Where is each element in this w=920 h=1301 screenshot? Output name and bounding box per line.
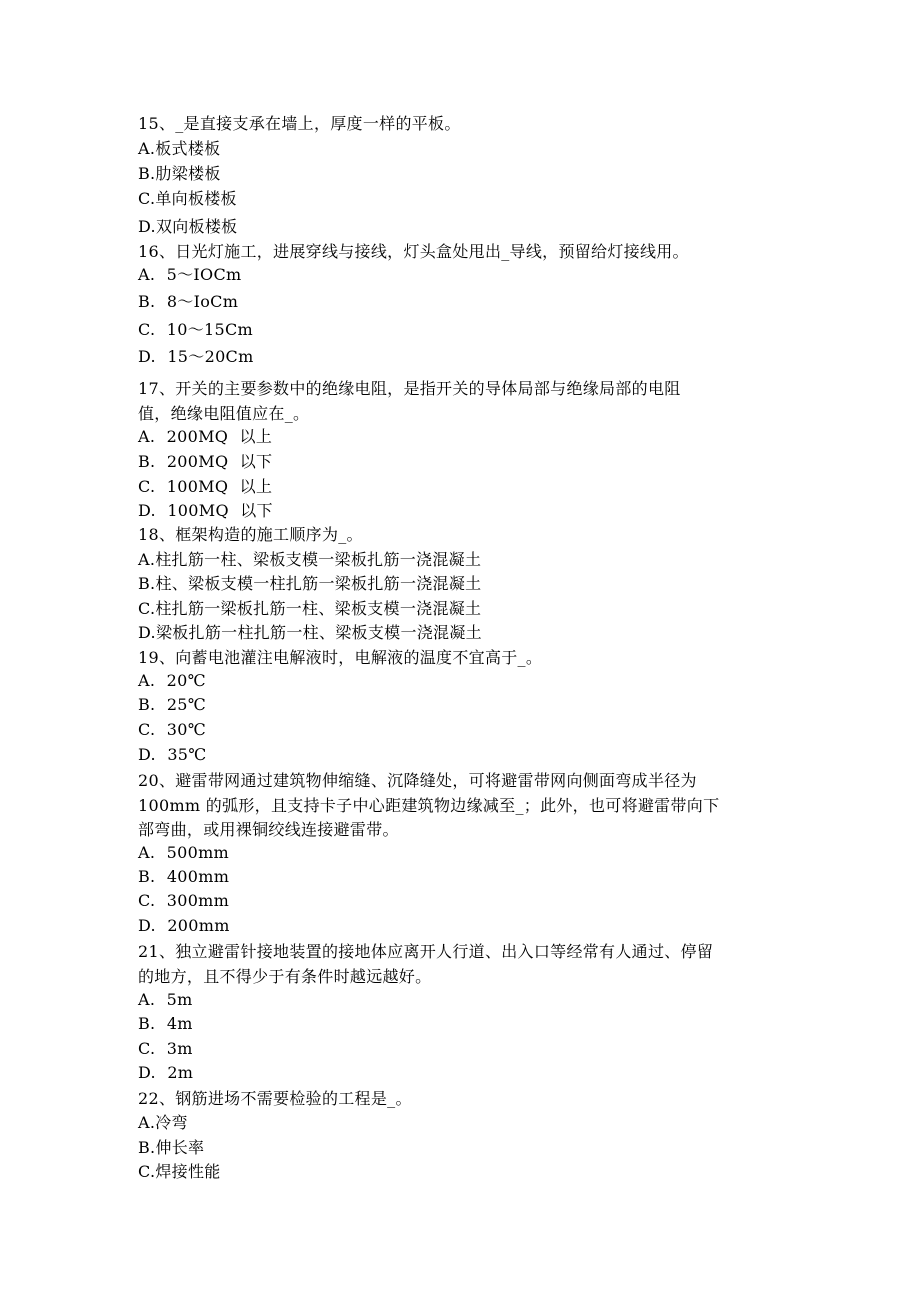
question-20-option-a: A. 500mm: [138, 843, 230, 862]
question-21-stem-line-2: 的地方，且不得少于有条件时越远越好。: [138, 967, 432, 986]
question-17-option-d: D. 100MQ 以下: [138, 501, 273, 520]
question-22-option-b: B.伸长率: [138, 1138, 205, 1157]
question-22-stem: 22、钢筋进场不需要检验的工程是_。: [138, 1089, 412, 1108]
question-16-stem: 16、日光灯施工，进展穿线与接线，灯头盒处甩出_导线，预留给灯接线用。: [138, 242, 689, 261]
question-22-option-a: A.冷弯: [138, 1113, 188, 1132]
question-15-option-a: A.板式楼板: [138, 139, 221, 158]
question-18-option-c: C.柱扎筋一梁板扎筋一柱、梁板支模一浇混凝土: [138, 599, 482, 618]
question-20-option-d: D. 200mm: [138, 916, 230, 935]
question-17-stem-line-1: 17、开关的主要参数中的绝缘电阻，是指开关的导体局部与绝缘局部的电阻: [138, 379, 681, 398]
question-16-option-b: B. 8～IoCm: [138, 292, 239, 311]
question-19-option-b: B. 25℃: [138, 695, 206, 714]
question-15-stem: 15、_是直接支承在墙上，厚度一样的平板。: [138, 114, 461, 133]
question-20-option-c: C. 300mm: [138, 891, 230, 910]
question-18-option-a: A.柱扎筋一柱、梁板支模一梁板扎筋一浇混凝土: [138, 550, 482, 569]
question-18-option-b: B.柱、梁板支模一柱扎筋一梁板扎筋一浇混凝土: [138, 574, 482, 593]
question-20-option-b: B. 400mm: [138, 867, 230, 886]
question-18-stem: 18、框架构造的施工顺序为_。: [138, 525, 363, 544]
question-22-option-c: C.焊接性能: [138, 1162, 221, 1181]
question-21-option-a: A. 5m: [138, 990, 193, 1009]
question-20-stem-line-3: 部弯曲，或用裸铜绞线连接避雷带。: [138, 820, 399, 839]
question-21-option-d: D. 2m: [138, 1063, 194, 1082]
question-17-option-b: B. 200MQ 以下: [138, 452, 273, 471]
question-18-option-d: D.梁板扎筋一柱扎筋一柱、梁板支模一浇混凝土: [138, 623, 482, 642]
question-20-stem-line-2: 100mm 的弧形，且支持卡子中心距建筑物边缘减至_；此外，也可将避雷带向下: [138, 796, 720, 815]
question-16-option-d: D. 15～20Cm: [138, 347, 254, 366]
question-19-option-a: A. 20℃: [138, 671, 206, 690]
question-16-option-c: C. 10～15Cm: [138, 320, 253, 339]
question-15-option-c: C.单向板楼板: [138, 189, 237, 208]
question-21-option-c: C. 3m: [138, 1039, 193, 1058]
question-20-stem-line-1: 20、避雷带网通过建筑物伸缩缝、沉降缝处，可将避雷带网向侧面弯成半径为: [138, 771, 697, 790]
question-15-option-b: B.肋梁楼板: [138, 164, 221, 183]
question-17-option-a: A. 200MQ 以上: [138, 427, 273, 446]
question-16-option-a: A. 5～IOCm: [138, 265, 242, 284]
question-17-option-c: C. 100MQ 以上: [138, 477, 273, 496]
question-19-option-d: D. 35℃: [138, 745, 207, 764]
question-21-option-b: B. 4m: [138, 1014, 193, 1033]
question-21-stem-line-1: 21、独立避雷针接地装置的接地体应离开人行道、出入口等经常有人通过、停留: [138, 942, 714, 961]
question-15-option-d: D.双向板楼板: [138, 217, 238, 236]
question-19-option-c: C. 30℃: [138, 720, 206, 739]
question-17-stem-line-2: 值，绝缘电阻值应在_。: [138, 404, 310, 423]
question-19-stem: 19、向蓄电池灌注电解液时，电解液的温度不宜高于_。: [138, 648, 543, 667]
